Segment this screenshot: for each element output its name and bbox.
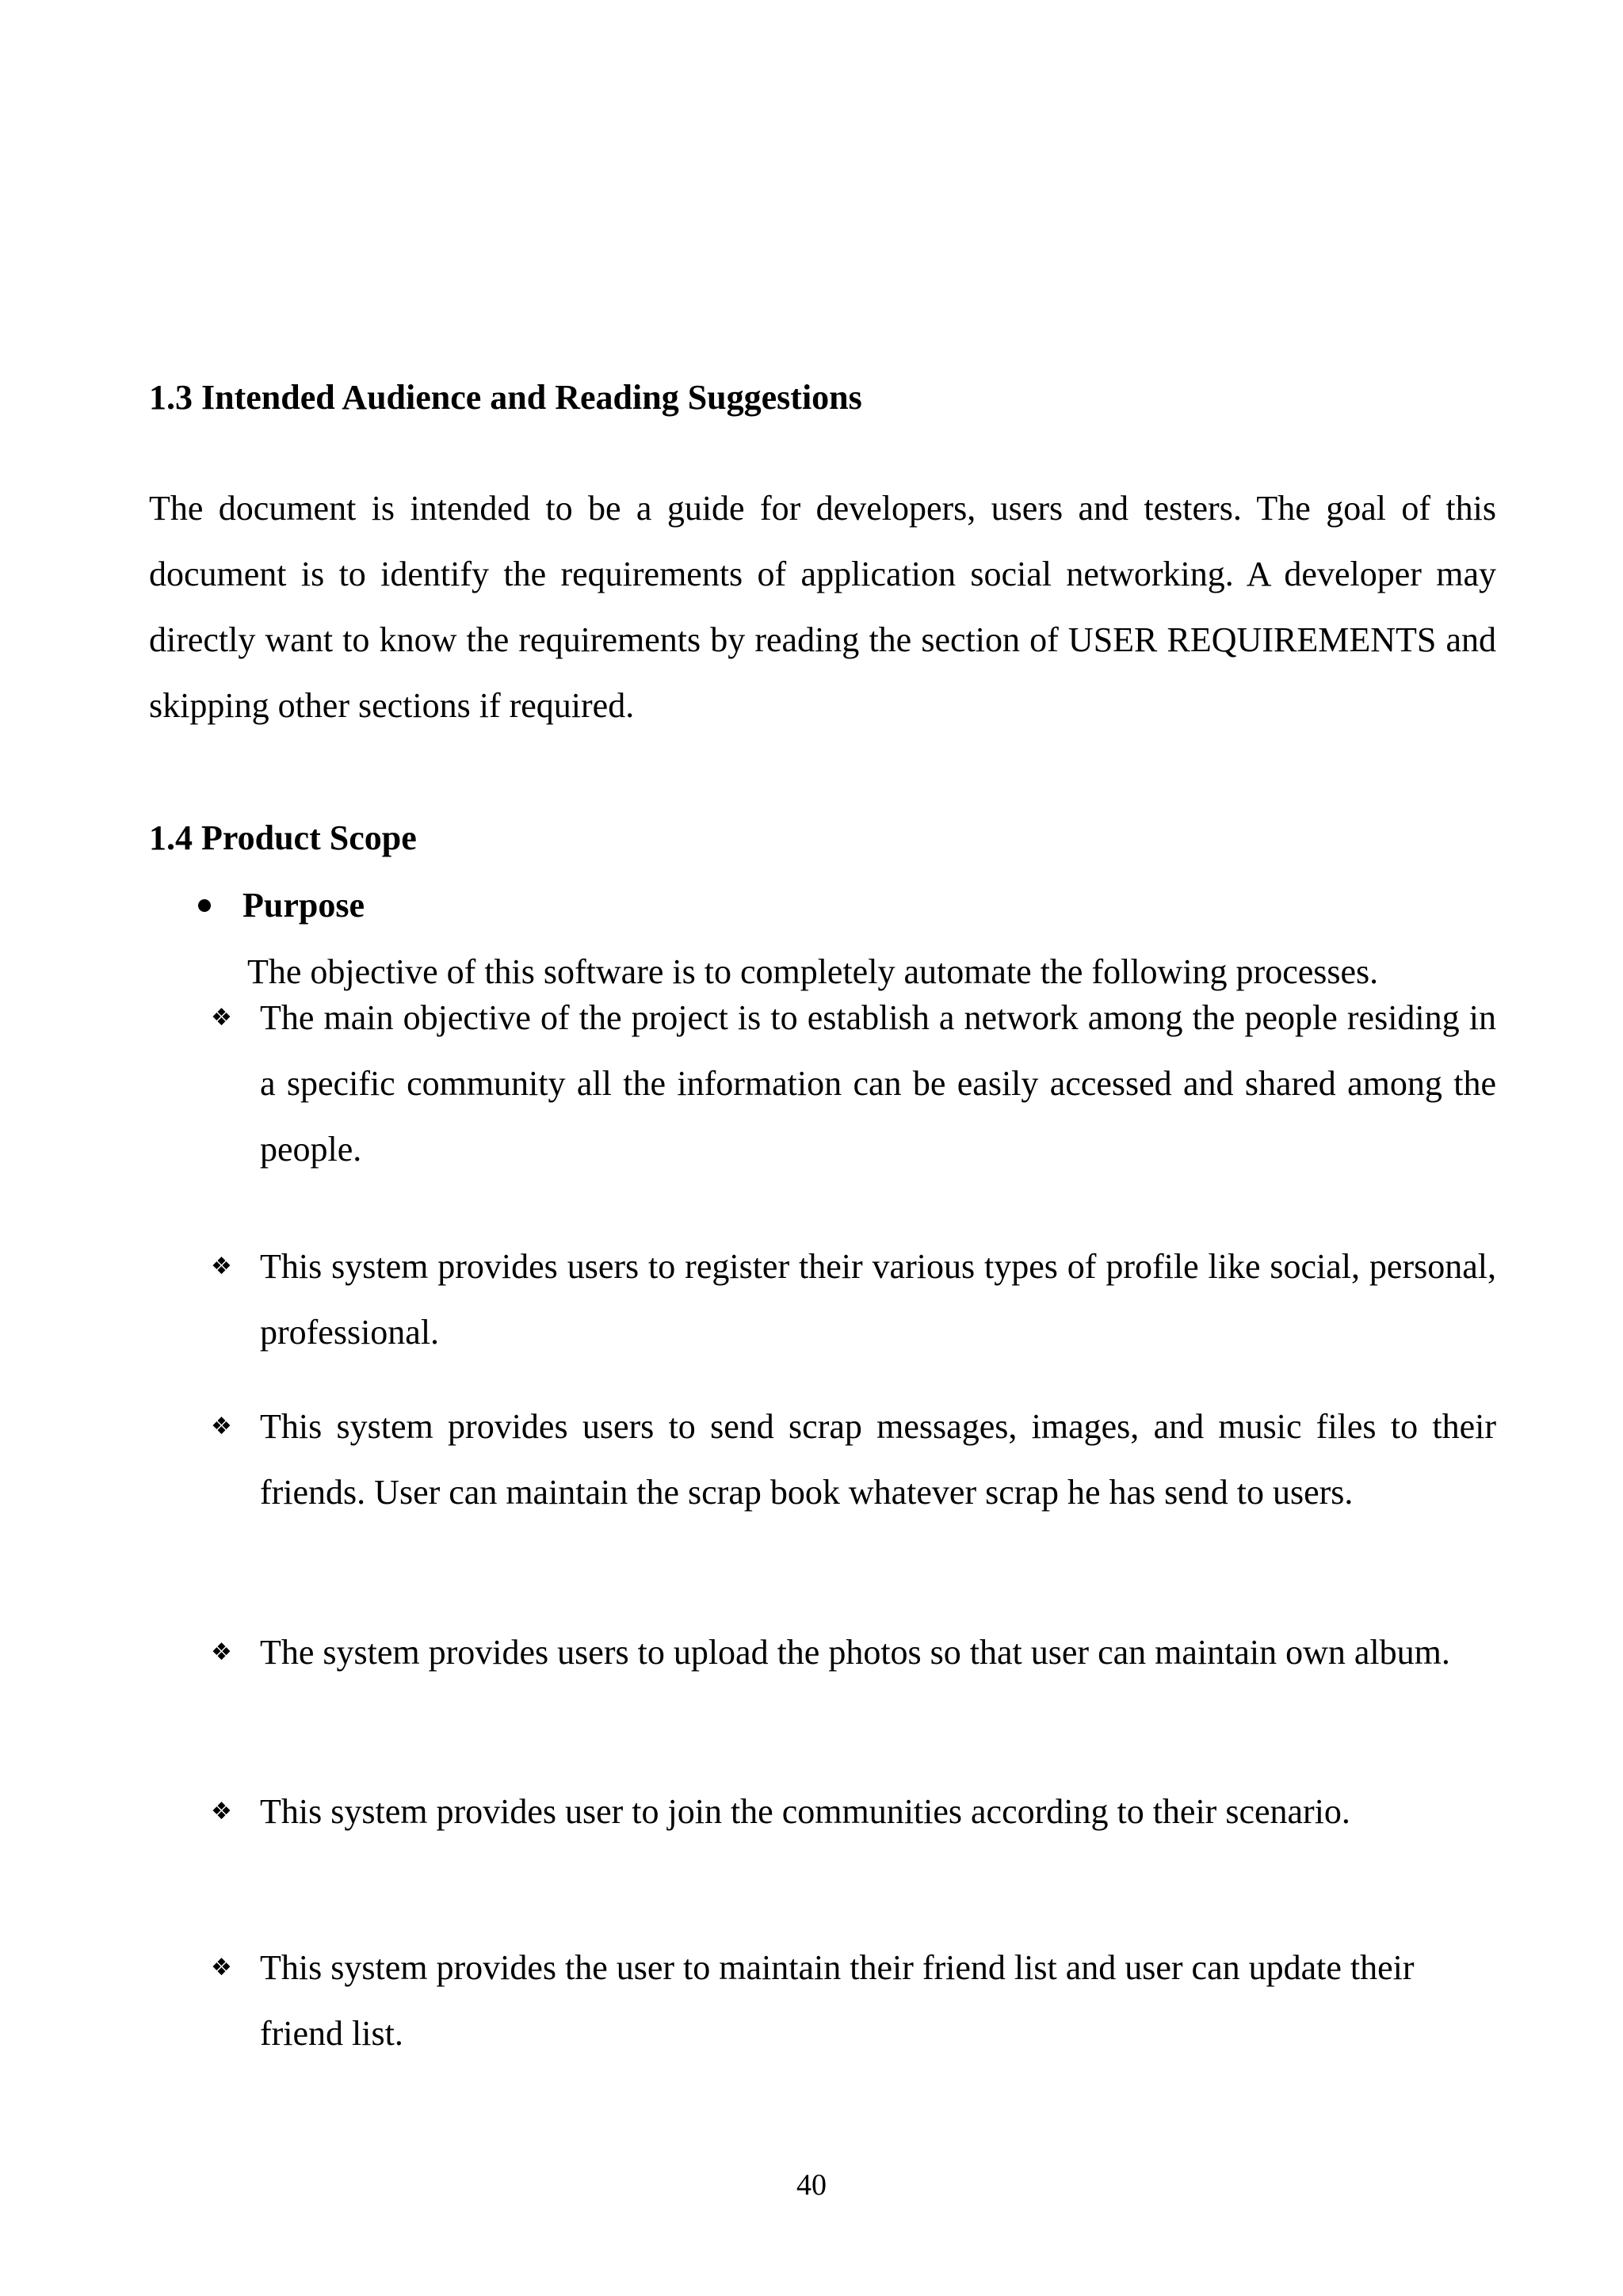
- list-item: [211, 985, 1496, 1182]
- audience-paragraph: The document is intended to be a guide for developers, users and testers. The goal of this document is to identify the requirements of application social networking. A developer may directly want to know the requirements by reading the section of USER REQUIREMENTS and skipping other sections if required.: [149, 489, 1496, 725]
- list-item-text: The system provides users to upload the photos so that user can maintain own album.: [260, 1633, 1450, 1672]
- section-heading-intended-audience: 1.3 Intended Audience and Reading Suggestions: [149, 378, 862, 417]
- list-item: [211, 1779, 1465, 1844]
- list-item: [211, 1234, 1496, 1365]
- list-item-text: This system provides users to register their various types of profile like social, personal, professional.: [260, 1247, 1496, 1352]
- page-number: 40: [796, 2168, 827, 2202]
- list-item-text: The main objective of the project is to establish a network among the people residing in a specific community all the information can be easily accessed and shared among the people.: [260, 998, 1496, 1169]
- list-item-text: This system provides the user to maintain their friend list and user can update their friend list.: [260, 1948, 1415, 2053]
- purpose-item: [198, 885, 365, 926]
- diamond-bullet-icon: ❖: [211, 1253, 232, 1280]
- diamond-bullet-icon: ❖: [211, 1413, 232, 1440]
- list-item: [211, 1394, 1496, 1525]
- list-item: [211, 1935, 1447, 2066]
- diamond-bullet-icon: ❖: [211, 1004, 232, 1032]
- diamond-bullet-icon: ❖: [211, 1954, 232, 1981]
- bullet-dot-icon: [198, 899, 211, 912]
- purpose-intro: The objective of this software is to completely automate the following processes.: [247, 952, 1379, 991]
- purpose-label: Purpose: [242, 886, 365, 925]
- list-item-text: This system provides users to send scrap messages, images, and music files to their friends. User can maintain the scrap book whatever scrap he has send to users.: [260, 1407, 1496, 1512]
- section-heading-product-scope: 1.4 Product Scope: [149, 818, 417, 857]
- diamond-bullet-icon: ❖: [211, 1798, 232, 1825]
- diamond-bullet-icon: ❖: [211, 1638, 232, 1666]
- list-item-text: This system provides user to join the communities according to their scenario.: [260, 1792, 1350, 1831]
- list-item: [211, 1619, 1496, 1685]
